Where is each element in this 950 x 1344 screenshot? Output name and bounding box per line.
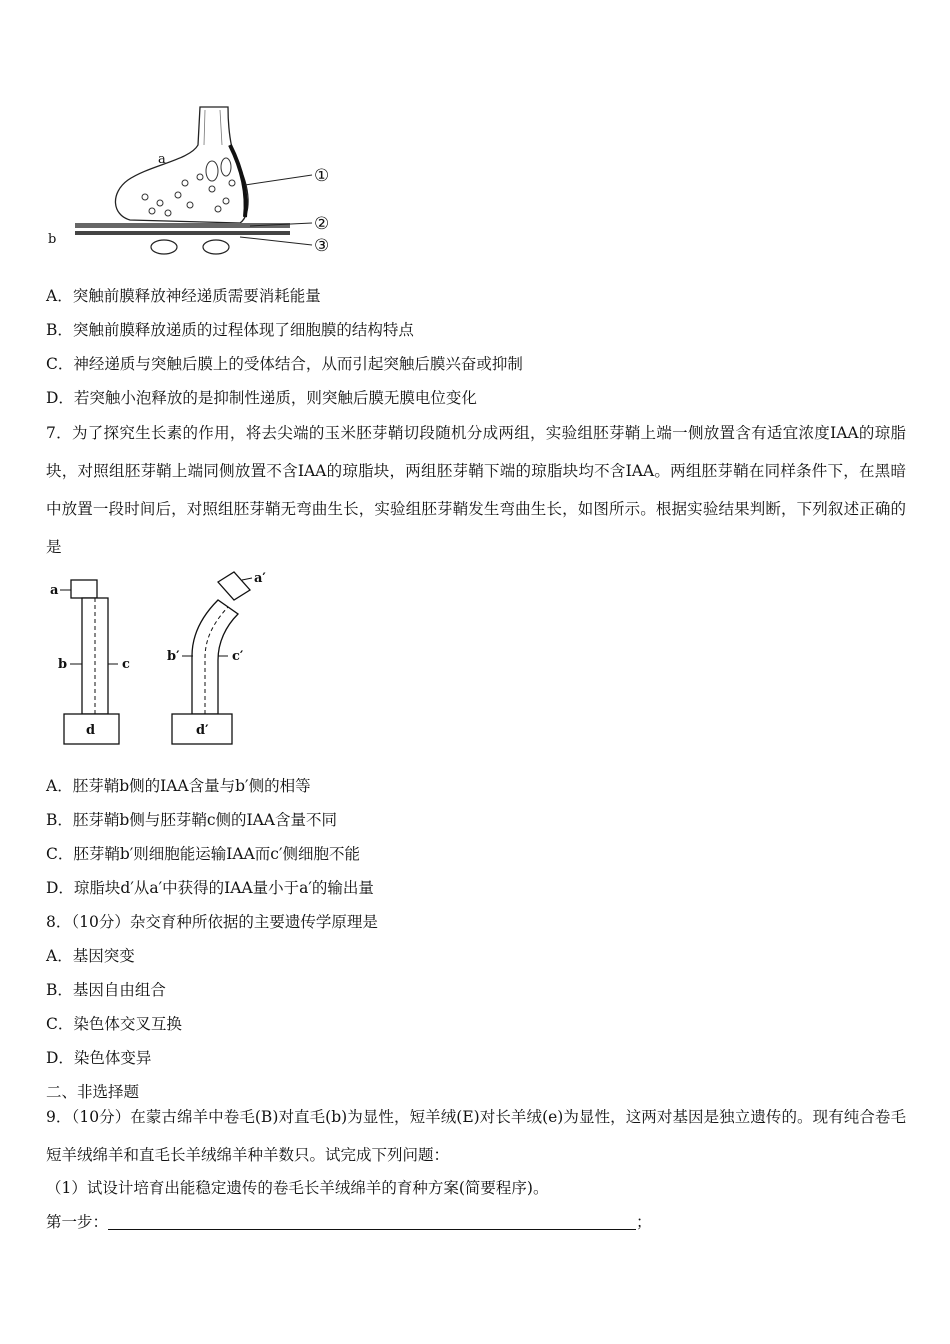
q8-option-d: D．染色体变异: [46, 1049, 152, 1067]
q7-option-d: D．琼脂块d′从a′中获得的IAA量小于a′的输出量: [46, 879, 374, 897]
coleoptile-label-d: d: [86, 723, 96, 738]
q9-step1: [46, 1212, 652, 1232]
coleoptile-label-c: c: [122, 657, 130, 672]
q8-stem: 8．（10分）杂交育种所依据的主要遗传学原理是: [46, 913, 378, 931]
coleoptile-label-b: b: [58, 657, 68, 672]
q6-option-b: B．突触前膜释放递质的过程体现了细胞膜的结构特点: [46, 321, 414, 339]
q6-option-c: C．神经递质与突触后膜上的受体结合，从而引起突触后膜兴奋或抑制: [46, 355, 523, 373]
q9-step1-end: ；: [636, 1213, 652, 1231]
coleoptile-label-d2: d′: [196, 723, 209, 738]
q9-sub1: （1）试设计培育出能稳定遗传的卷毛长羊绒绵羊的育种方案(简要程序)。: [46, 1179, 549, 1197]
coleoptile-label-c2: c′: [232, 649, 244, 664]
coleoptile-label-a2: a′: [254, 571, 266, 586]
section-title: 二、非选择题: [46, 1083, 140, 1101]
q6-option-d: D．若突触小泡释放的是抑制性递质，则突触后膜无膜电位变化: [46, 389, 477, 407]
synapse-figure: [40, 105, 350, 265]
synapse-label-a: a: [158, 152, 166, 167]
synapse-label-3: ③: [314, 236, 330, 256]
q6-option-a: A．突触前膜释放神经递质需要消耗能量: [46, 287, 321, 305]
synapse-label-2: ②: [314, 214, 330, 234]
synapse-label-1: ①: [314, 166, 330, 186]
q7-option-c: C．胚芽鞘b′则细胞能运输IAA而c′侧细胞不能: [46, 845, 361, 863]
q9-step1-blank[interactable]: [108, 1215, 636, 1230]
q7-option-b: B．胚芽鞘b侧与胚芽鞘c侧的IAA含量不同: [46, 811, 338, 829]
synapse-label-b: b: [48, 232, 57, 247]
q8-option-c: C．染色体交叉互换: [46, 1015, 182, 1033]
coleoptile-figure: [46, 564, 286, 750]
q8-option-b: B．基因自由组合: [46, 981, 166, 999]
q9-step1-label: 第一步：: [46, 1213, 109, 1231]
q7-stem: 7．为了探究生长素的作用，将去尖端的玉米胚芽鞘切段随机分成两组，实验组胚芽鞘上端一侧放置含有适宜浓度IAA的琼脂块，对照组胚芽鞘上端同侧放置不含IAA的琼脂块，两组胚芽鞘下端的琼脂块均不含IAA。两组胚芽鞘在同样条件下，在黑暗中放置一段时间后，对照组胚芽鞘无弯曲生长，实验组胚芽鞘发生弯曲生长，如图所示。根据实验结果判断，下列叙述正确的是: [46, 424, 906, 556]
q7-option-a: A．胚芽鞘b侧的IAA含量与b′侧的相等: [46, 777, 311, 795]
coleoptile-label-a: a: [50, 583, 59, 598]
q8-option-a: A．基因突变: [46, 947, 135, 965]
coleoptile-label-b2: b′: [167, 649, 180, 664]
q9-stem: 9．（10分）在蒙古绵羊中卷毛(B)对直毛(b)为显性，短羊绒(E)对长羊绒(e)为显性，这两对基因是独立遗传的。现有纯合卷毛短羊绒绵羊和直毛长羊绒绵羊种羊数只。试完成下列问题：: [46, 1108, 906, 1164]
